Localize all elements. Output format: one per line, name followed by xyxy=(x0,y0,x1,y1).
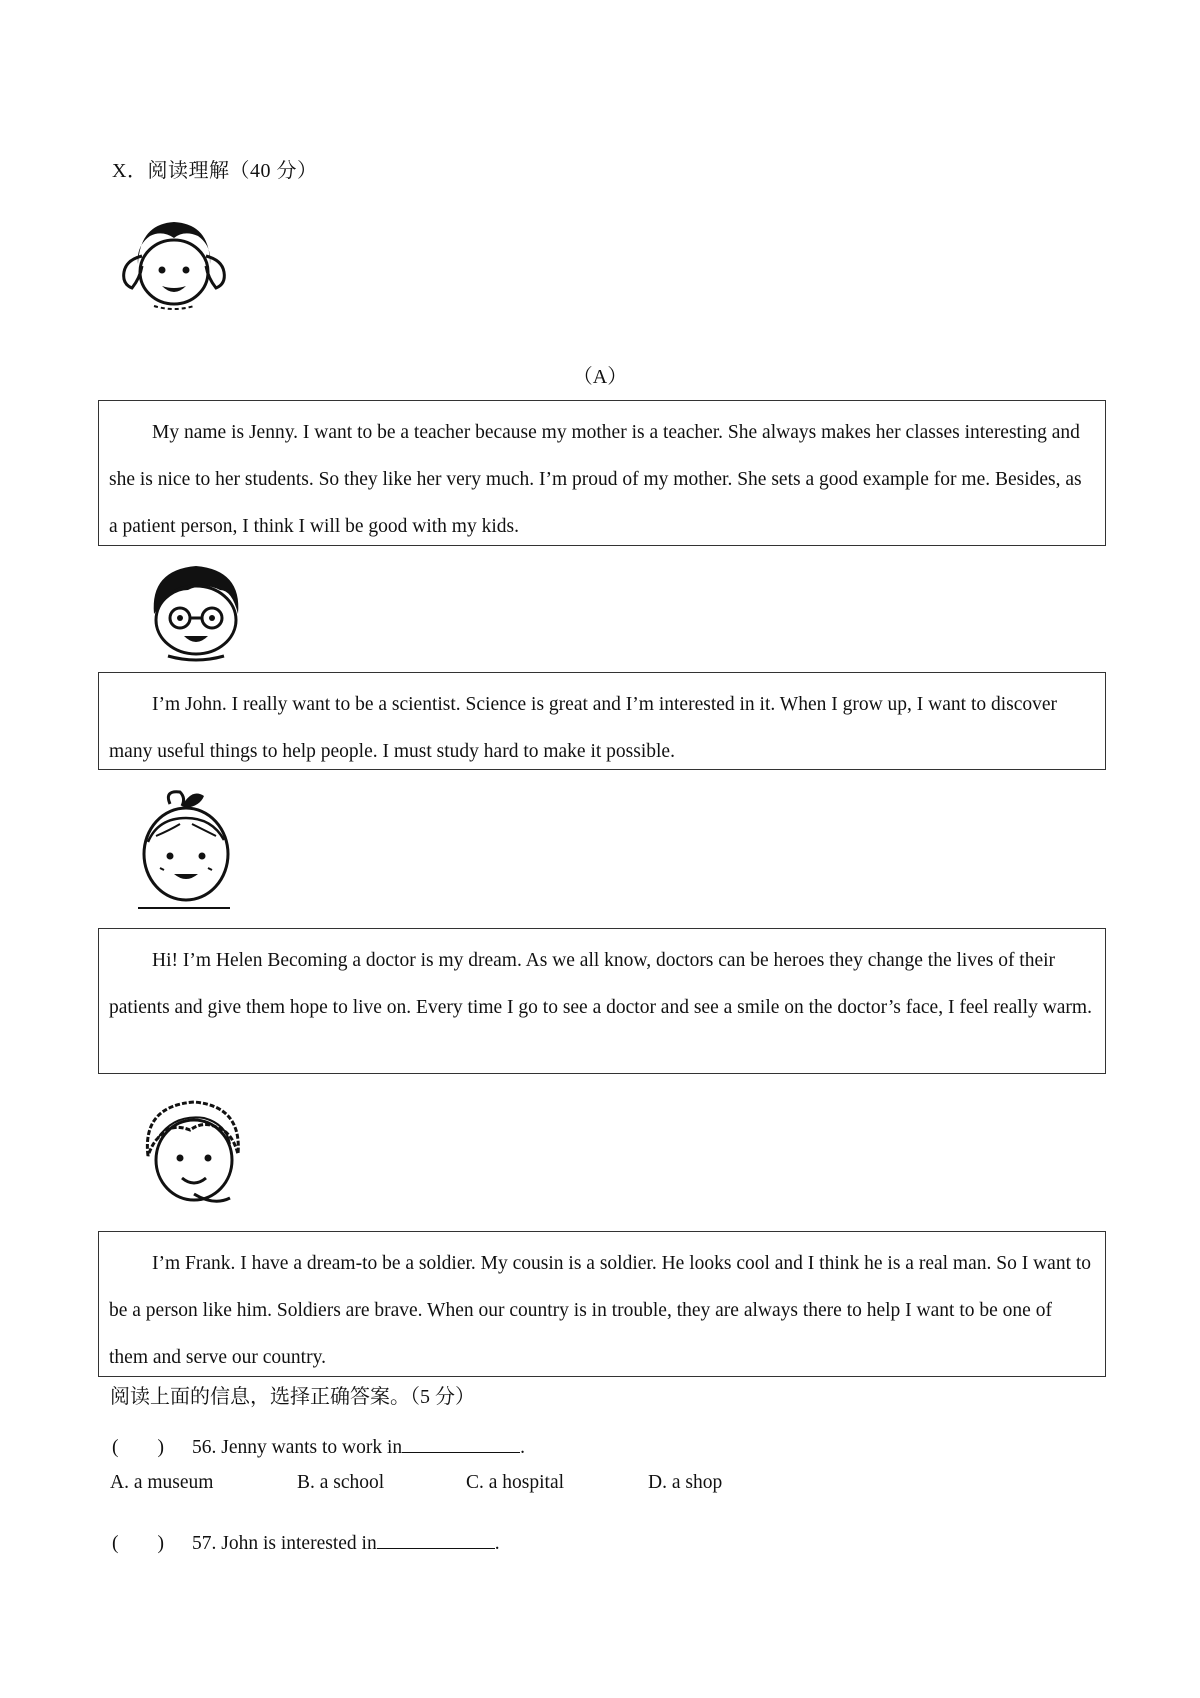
passage-box-jenny xyxy=(98,400,1106,546)
option-b[interactable]: B. a school xyxy=(297,1472,385,1493)
frank-avatar-image xyxy=(134,1094,252,1214)
question-56 xyxy=(112,1431,525,1459)
question-57 xyxy=(112,1527,500,1555)
answer-blank[interactable] xyxy=(377,1530,495,1549)
john-avatar-image xyxy=(140,560,252,672)
passage-box-frank xyxy=(98,1231,1106,1377)
option-d[interactable]: D. a shop xyxy=(648,1472,723,1493)
passage-text: I’m Frank. I have a dream-to be a soldier. My cousin is a soldier. He looks cool and I think he is a real man. So I want to be a person like him. Soldiers are brave. When our country is in trouble, they are always there to help I want to be one of them and serve our country. xyxy=(109,1253,1092,1368)
question-text: 57. John is interested in xyxy=(192,1533,377,1554)
answer-blank[interactable] xyxy=(402,1434,520,1453)
instructions: 阅读上面的信息，选择正确答案。（5 分） xyxy=(110,1386,475,1408)
section-title: X．阅读理解（40 分） xyxy=(112,160,318,182)
option-a[interactable]: A. a museum xyxy=(110,1472,214,1493)
question-end: . xyxy=(520,1437,526,1458)
passage-text: My name is Jenny. I want to be a teacher because my mother is a teacher. She always makes her classes interesting and she is nice to her students. So they like her very much. I’m proud of my mother. She sets a good example for me. Besides, as a patient person, I think I will be good with my kids. xyxy=(109,422,1082,537)
passage-text: I’m John. I really want to be a scientist. Science is great and I’m interested in it. When I grow up, I want to discover many useful things to help people. I must study hard to make it possible. xyxy=(109,694,1058,762)
part-label: （A） xyxy=(572,366,628,388)
question-text: 56. Jenny wants to work in xyxy=(192,1437,403,1458)
option-c[interactable]: C. a hospital xyxy=(466,1472,565,1493)
passage-box-john xyxy=(98,672,1106,770)
answer-paren[interactable]: ( ) xyxy=(112,1437,164,1458)
answer-paren[interactable]: ( ) xyxy=(112,1533,164,1554)
helen-avatar-image xyxy=(130,784,242,914)
jenny-avatar-image xyxy=(118,216,230,328)
passage-text: Hi! I’m Helen Becoming a doctor is my dream. As we all know, doctors can be heroes they change the lives of their patients and give them hope to live on. Every time I go to see a doctor and see a smile on the doctor’s face, I feel really warm. xyxy=(109,950,1092,1018)
question-end: . xyxy=(494,1533,500,1554)
passage-box-helen xyxy=(98,928,1106,1074)
